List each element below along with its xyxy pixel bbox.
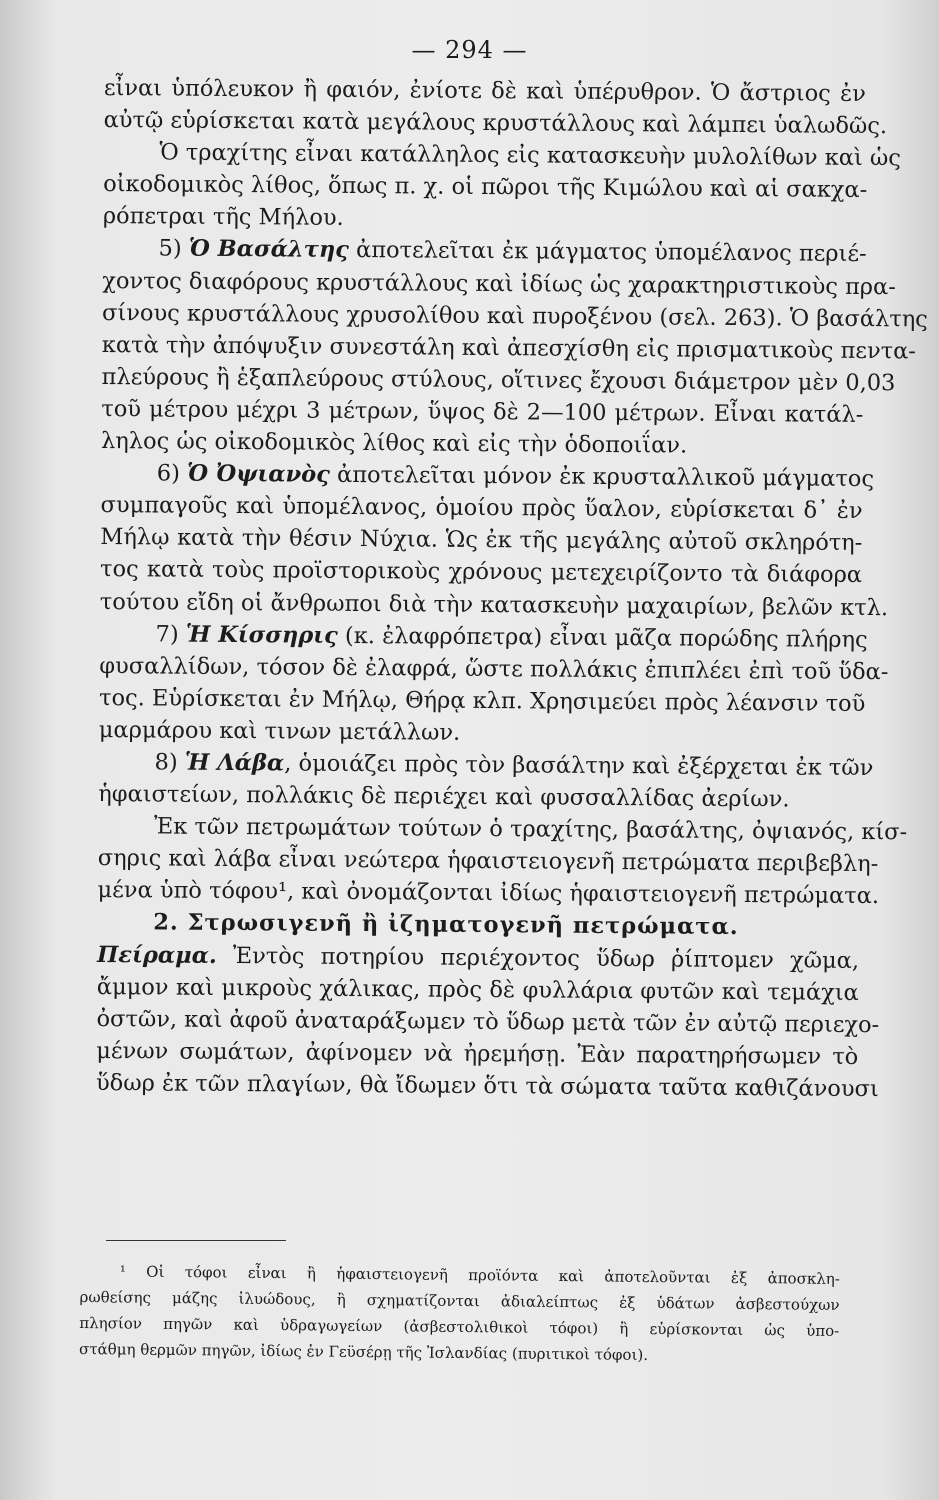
text-line: ὕδωρ ἐκ τῶν πλαγίων, θὰ ἴδωμεν ὅτι τὰ σώματα ταῦτα καθιζάνουσι <box>95 1069 879 1103</box>
section-title: Ἡ Κίσσηρις <box>185 621 338 649</box>
footnote-separator <box>106 1240 286 1241</box>
section-text: , ὁμοιάζει πρὸς τὸν βασάλτην καὶ ἐξέρχεται ἐκ τῶν <box>284 750 874 782</box>
text-line: φυσαλλίδων, τόσον δὲ ἐλαφρά, ὥστε πολλάκις ἐπιπλέει ἐπὶ τοῦ ὕδα- <box>99 652 889 685</box>
text-line: πλεύρους ἢ ἑξαπλεύρους στύλους, οἵτινες ἔχουσι διάμετρον μὲν 0,03 <box>101 363 896 397</box>
text-line: τοῦ μέτρου μέχρι 3 μέτρων, ὕψος δὲ 2—100 μέτρων. Εἶναι κατάλ- <box>101 395 864 428</box>
text-line: Ὁ τραχίτης εἶναι κατάλληλος εἰς κατασκευὴν μυλολίθων καὶ ὡς <box>159 139 902 172</box>
text-line: ὀστῶν, καὶ ἀφοῦ ἀναταράξωμεν τὸ ὕδωρ μετὰ τῶν ἐν αὐτῷ περιεχο- <box>96 1005 880 1038</box>
section-title: Ὁ Βασάλτης <box>188 236 350 264</box>
footnote-line: ρωθείσης μάζης ἰλυώδους, ἢ σχηματίζονται ἀδιαλείπτως ἐξ ὑδάτων ἀσβεστούχων <box>79 1287 840 1314</box>
section-number: 8) <box>154 749 185 776</box>
text-line: μένων σωμάτων, ἀφίνομεν νὰ ἠρεμήσῃ. Ἐὰν παρατηρήσωμεν τὸ <box>96 1037 859 1070</box>
section-number: 6) <box>156 460 188 487</box>
body-text <box>95 72 928 1105</box>
section-number: 7) <box>155 621 186 648</box>
text-line: αὐτῷ εὑρίσκεται κατὰ μεγάλους κρυστάλλους καὶ λάμπει ὑαλωδῶς. <box>103 107 888 140</box>
page-number: — 294 — <box>411 36 528 64</box>
text-line: τούτου εἴδη οἱ ἄνθρωποι διὰ τὴν κατασκευὴν μαχαιρίων, βελῶν κτλ. <box>99 588 889 621</box>
section-5-first-line <box>102 232 867 270</box>
text-line: ἡφαιστείων, πολλάκις δὲ περιέχει καὶ φυσσαλλίδας ἀερίων. <box>98 781 790 813</box>
text-line: τος. Εὑρίσκεται ἐν Μήλῳ, Θήρᾳ κλπ. Χρησιμεύει πρὸς λέανσιν τοῦ <box>98 684 866 717</box>
text-line: ἄμμον καὶ μικροὺς χάλικας, πρὸς δὲ φυλλάρια φυτῶν καὶ τεμάχια <box>96 973 859 1006</box>
text-line: συμπαγοῦς καὶ ὑπομέλανος, ὁμοίου πρὸς ὕαλον, εὑρίσκεται δ᾽ ἐν <box>100 492 863 525</box>
text-line: εἶναι ὑπόλευκον ἢ φαιόν, ἐνίοτε δὲ καὶ ὑπέρυθρον. Ὁ ἄστριος ἐν <box>103 74 866 107</box>
text-line: κατὰ τὴν ἀπόψυξιν συνεστάλη καὶ ἀπεσχίσθη εἰς πρισματικοὺς πεντα- <box>101 331 917 365</box>
experiment-text: Ἐντὸς ποτηρίου περιέχοντος ὕδωρ ῥίπτομεν χῶμα, <box>216 942 860 974</box>
section-text: ἀποτελεῖται ἐκ μάγματος ὑπομέλανος περιέ- <box>348 237 867 268</box>
section-text: ἀποτελεῖται μόνον ἐκ κρυσταλλικοῦ μάγματος <box>329 461 875 493</box>
text-line: σηρις καὶ λάβα εἶναι νεώτερα ἡφαιστειογενῆ πετρώματα περιβεβλη- <box>97 845 879 878</box>
text-line: Ἐκ τῶν πετρωμάτων τούτων ὁ τραχίτης, βασάλτης, ὀψιανός, κίσ- <box>153 813 908 846</box>
text-line: Μήλῳ κατὰ τὴν θέσιν Νύχια. Ὡς ἐκ τῆς μεγάλης αὐτοῦ σκληρότη- <box>100 524 863 557</box>
text-line: μαρμάρου καὶ τινων μετάλλων. <box>98 716 461 746</box>
footnote-line: πλησίον πηγῶν καὶ ὑδραγωγείων (ἀσβεστολιθικοὶ τόφοι) ἢ εὑρίσκονται ὡς ὑπο- <box>79 1313 840 1340</box>
text-line: ρόπετραι τῆς Μήλου. <box>102 203 344 232</box>
section-number: 5) <box>158 235 189 263</box>
text-line: οἰκοδομικὸς λίθος, ὅπως π. χ. οἱ πῶροι τῆς Κιμώλου καὶ αἱ σακχα- <box>103 171 868 204</box>
text-line: χοντος διαφόρους κρυστάλλους καὶ ἰδίως ὡς χαρακτηριστικοὺς πρα- <box>102 267 896 300</box>
text-line: ληλος ὡς οἰκοδομικὸς λίθος καὶ εἰς τὴν ὁδοποιΐαν. <box>100 428 688 459</box>
section-text: (κ. ἐλαφρόπετρα) εἶναι μᾶζα πορώδης πλήρης <box>337 622 868 653</box>
experiment-label: Πείραμα. <box>96 941 217 969</box>
footnote-line: στάθμη θερμῶν πηγῶν, ἰδίως ἐν Γεϋσέρῃ τῆς Ἰσλανδίας (πυριτικοὶ τόφοι). <box>78 1339 649 1364</box>
footnote <box>79 1258 840 1370</box>
footnote-line: ¹ Οἱ τόφοι εἶναι ἢ ἡφαιστειογενῆ προϊόντα καὶ ἀποτελοῦνται ἐξ ἀποσκλη- <box>119 1262 840 1288</box>
section-title: Ἡ Λάβα <box>184 749 285 777</box>
section-title: Ὁ Ὀψιανὸς <box>186 460 331 488</box>
text-line: σίνους κρυστάλλους χρυσολίθου καὶ πυροξένου (σελ. 263). Ὁ βασάλτης <box>102 299 928 333</box>
text-line: τος κατὰ τοὺς προϊστορικοὺς χρόνους μετεχειρίζοντο τὰ διάφορα <box>99 556 863 589</box>
section-heading: 2. Στρωσιγενῆ ἢ ἰζηματογενῆ πετρώματα. <box>153 909 739 941</box>
text-line: μένα ὑπὸ τόφου¹, καὶ ὀνομάζονται ἰδίως ἡφαιστειογενῆ πετρώματα. <box>97 877 880 910</box>
